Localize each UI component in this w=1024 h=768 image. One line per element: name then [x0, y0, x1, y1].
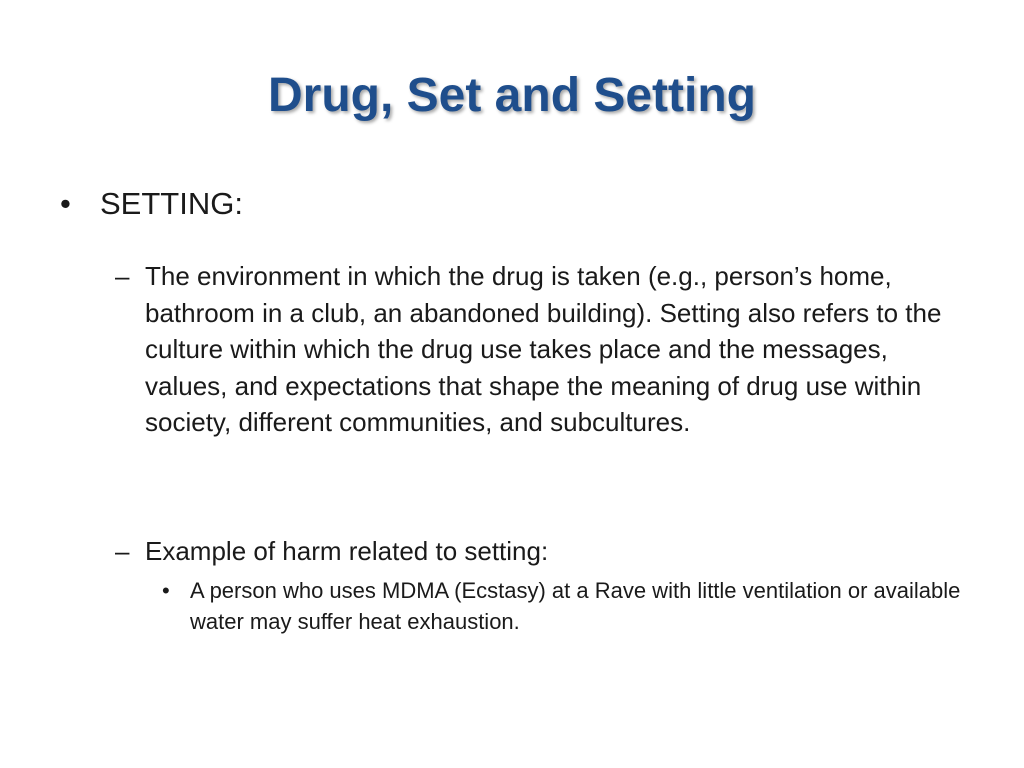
sub-bullet-text: Example of harm related to setting: [145, 536, 549, 566]
bullet-marker: • [60, 186, 71, 221]
sub-bullet-text: The environment in which the drug is taken (e.g., person’s home, bathroom in a club, an abandoned building). Setting also refers to the culture within which the drug use takes place and the messages, values, and expectations that shape the meaning of drug use within society, different communities, and subcultures. [145, 261, 942, 437]
sub-sub-bullet-mdma [162, 575, 977, 637]
slide-title: Drug, Set and Setting [267, 69, 756, 122]
sub-bullet-environment [115, 258, 975, 441]
bullet-marker: • [162, 578, 170, 603]
dash-marker: – [115, 261, 130, 291]
dash-marker: – [115, 536, 130, 566]
bullet-text: SETTING: [100, 186, 243, 221]
sub-bullet-example [115, 533, 975, 570]
bullet-level1-setting [60, 182, 980, 226]
sub-sub-bullet-text: A person who uses MDMA (Ecstasy) at a Rave with little ventilation or available water may suffer heat exhaustion. [190, 578, 961, 634]
